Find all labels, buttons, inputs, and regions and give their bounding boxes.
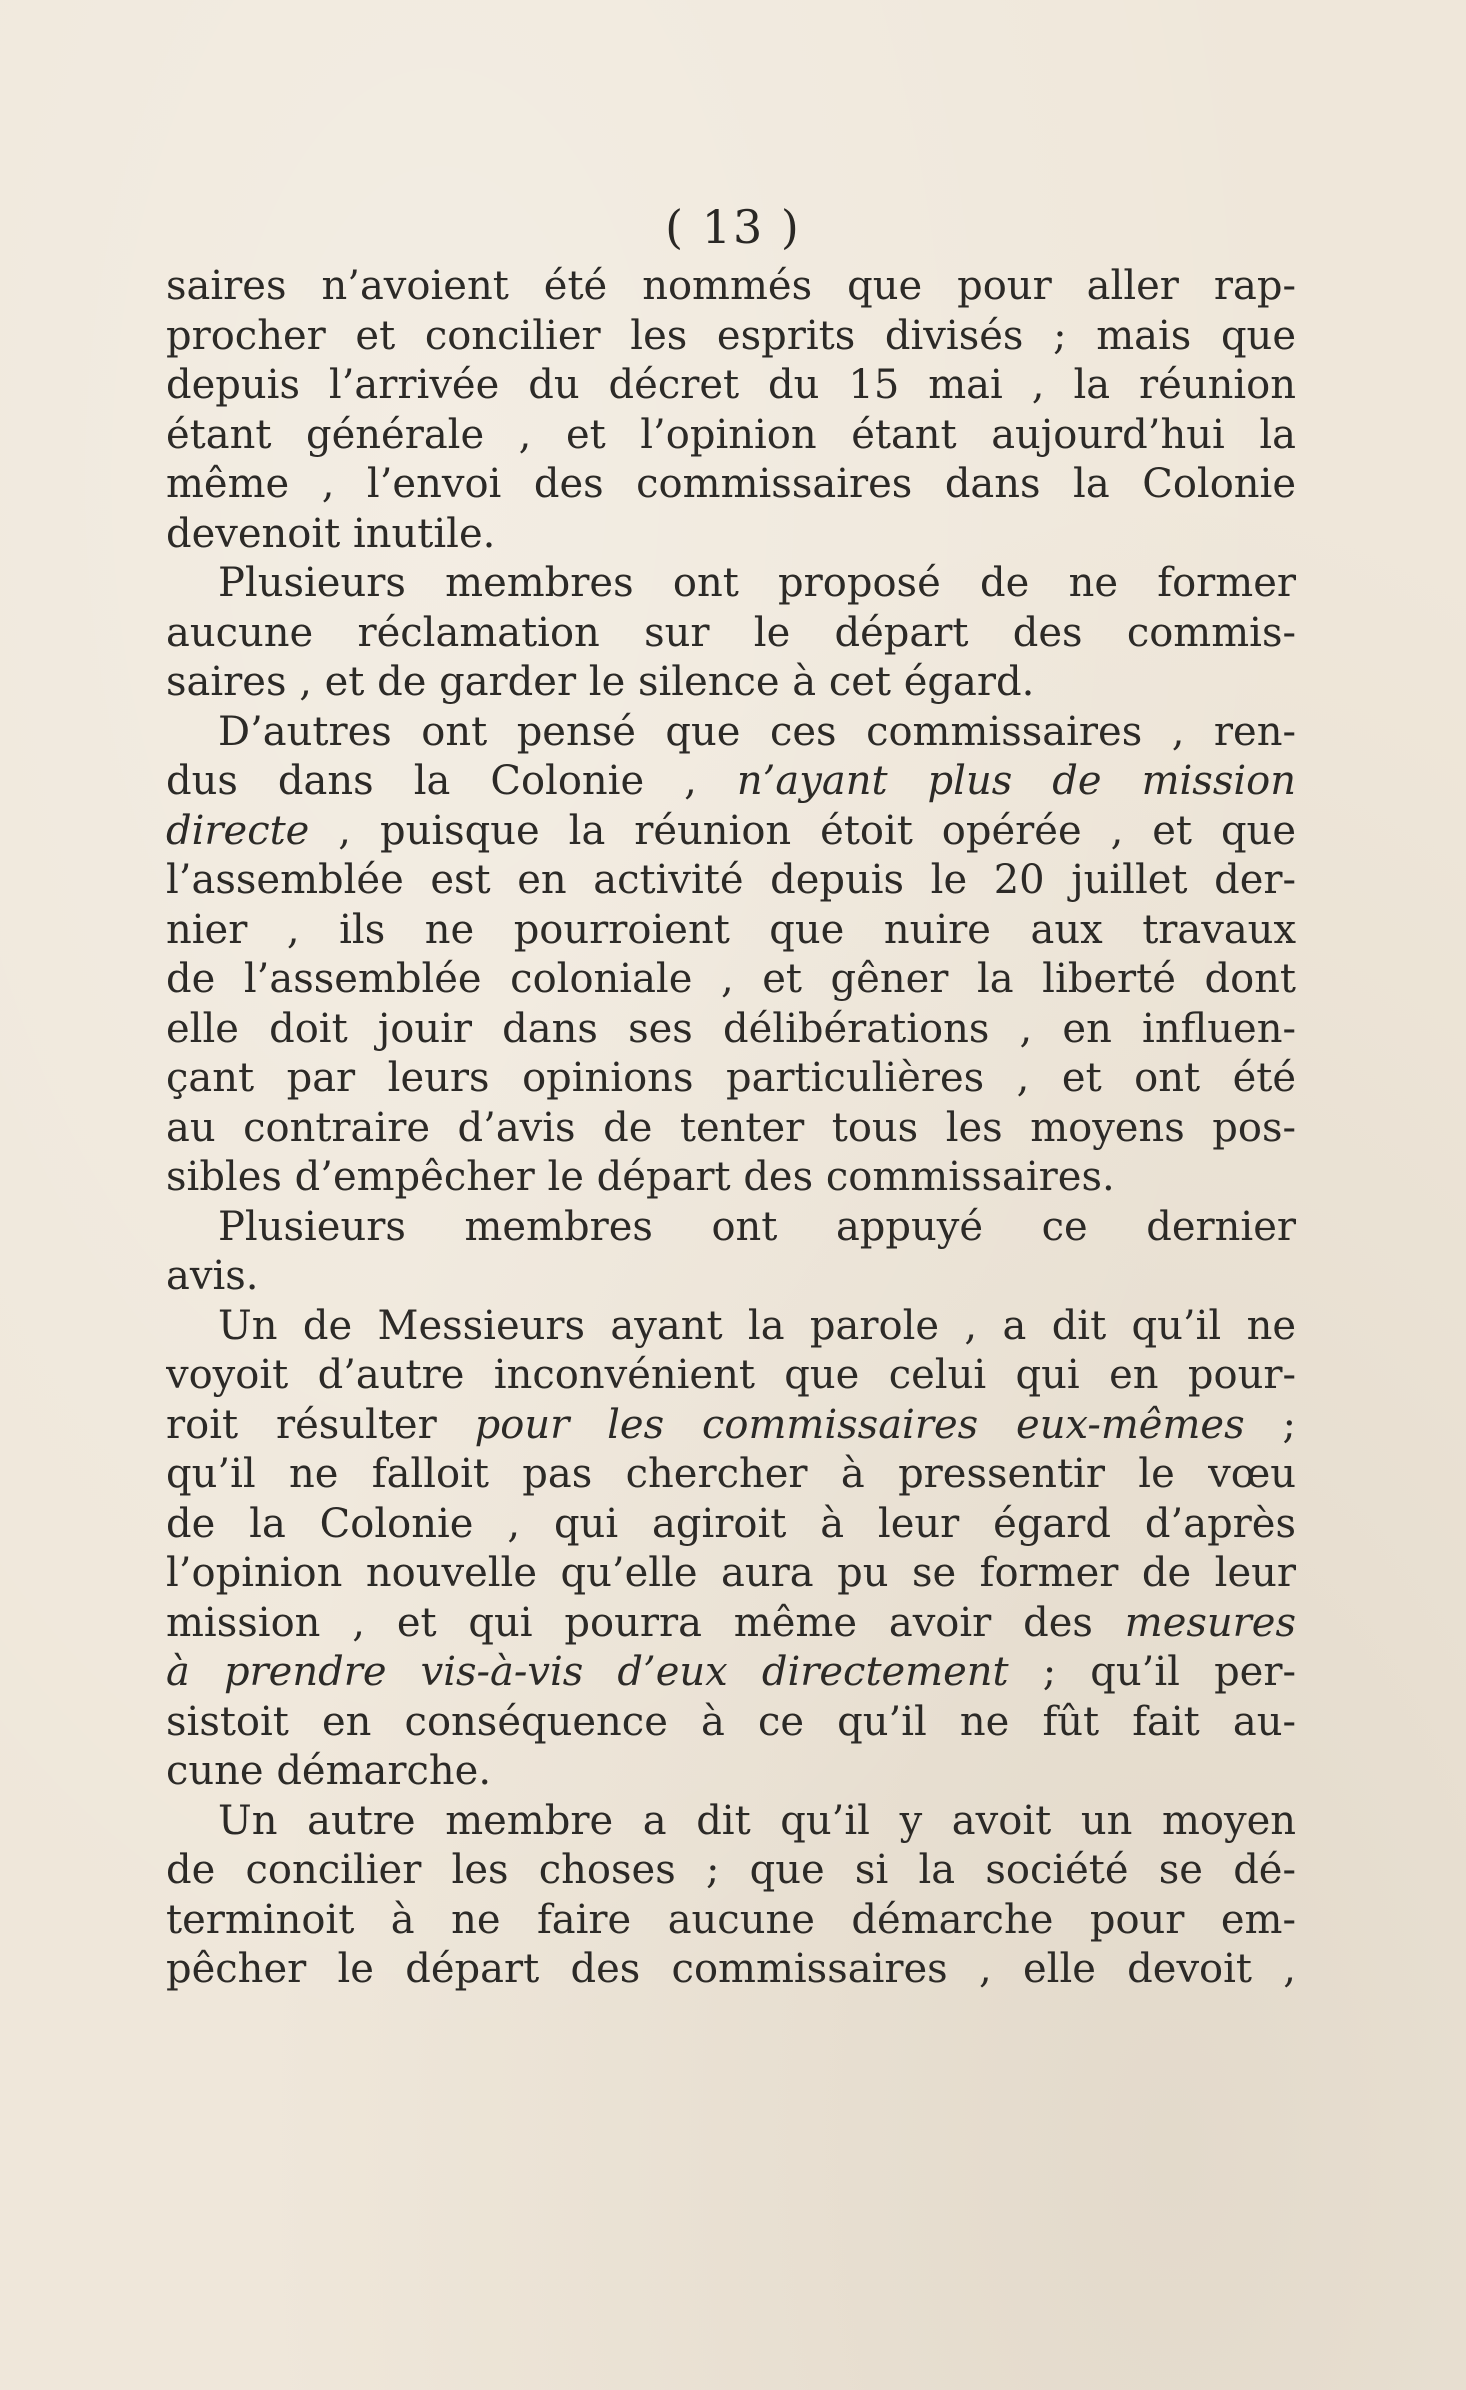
text-line: de l’assemblée coloniale , et gêner la liberté dont (166, 956, 1296, 1002)
text-line: roit résulter pour les commissaires eux-mêmes ; (166, 1401, 1296, 1448)
text-line: sistoit en conséquence à ce qu’il ne fût fait au- (166, 1698, 1296, 1745)
text-line: nier , ils ne pourroient que nuire aux travaux (166, 906, 1296, 953)
text-line: l’assemblée est en activité depuis le 20 juillet der- (166, 857, 1296, 903)
italic-phrase: mesures (1124, 1599, 1296, 1646)
text-line: aucune réclamation sur le départ des commis- (166, 609, 1296, 656)
text-line: Plusieurs membres ont appuyé ce dernier (218, 1203, 1296, 1250)
text-line: Plusieurs membres ont proposé de ne former (218, 560, 1296, 606)
italic-phrase: directe (166, 807, 310, 854)
text-line: l’opinion nouvelle qu’elle aura pu se former de leur (166, 1550, 1296, 1596)
text-line: saires , et de garder le silence à cet égard. (166, 659, 1035, 705)
text-line: qu’il ne falloit pas chercher à pressentir le vœu (166, 1451, 1296, 1497)
text-line: sibles d’empêcher le départ des commissaires. (166, 1154, 1115, 1200)
text-line: D’autres ont pensé que ces commissaires , ren- (218, 708, 1296, 755)
text-line: saires n’avoient été nommés que pour aller rap- (166, 263, 1296, 309)
text-line: de la Colonie , qui agiroit à leur égard d’après (166, 1500, 1296, 1547)
text-line: à prendre vis-à-vis d’eux directement ; qu’il per- (166, 1649, 1296, 1695)
italic-phrase: à prendre vis-à-vis d’eux directement (166, 1649, 1009, 1695)
page-number: ( 13 ) (665, 200, 801, 254)
text-line: directe , puisque la réunion étoit opérée , et que (166, 807, 1296, 854)
text-line: elle doit jouir dans ses délibérations , en influen- (166, 1005, 1296, 1052)
text-line: même , l’envoi des commissaires dans la Colonie (166, 461, 1296, 507)
text-line: çant par leurs opinions particulières , et ont été (166, 1055, 1296, 1101)
text-line: terminoit à ne faire aucune démarche pour em- (166, 1896, 1296, 1943)
text-line: avis. (166, 1253, 259, 1299)
text-line: étant générale , et l’opinion étant aujourd’hui la (166, 411, 1296, 458)
text-line: pêcher le départ des commissaires , elle devoit , (166, 1946, 1296, 1992)
italic-phrase: pour les commissaires eux-mêmes (474, 1401, 1245, 1448)
text-line: depuis l’arrivée du décret du 15 mai , la réunion (166, 362, 1296, 408)
text-line: dus dans la Colonie , n’ayant plus de mission (166, 758, 1296, 804)
text-line: Un de Messieurs ayant la parole , a dit qu’il ne (218, 1302, 1296, 1349)
text-line: procher et concilier les esprits divisés ; mais que (166, 312, 1296, 359)
text-line: devenoit inutile. (166, 510, 496, 557)
text-line: au contraire d’avis de tenter tous les moyens pos- (166, 1104, 1296, 1151)
text-line: cune démarche. (166, 1748, 492, 1794)
italic-phrase: n’ayant plus de mission (736, 758, 1296, 804)
text-line: Un autre membre a dit qu’il y avoit un moyen (218, 1797, 1296, 1844)
body-text (166, 262, 1296, 1995)
text-line: voyoit d’autre inconvénient que celui qui en pour- (166, 1352, 1296, 1398)
text-line: mission , et qui pourra même avoir des mesures (166, 1599, 1296, 1646)
text-line: de concilier les choses ; que si la société se dé- (166, 1847, 1296, 1893)
